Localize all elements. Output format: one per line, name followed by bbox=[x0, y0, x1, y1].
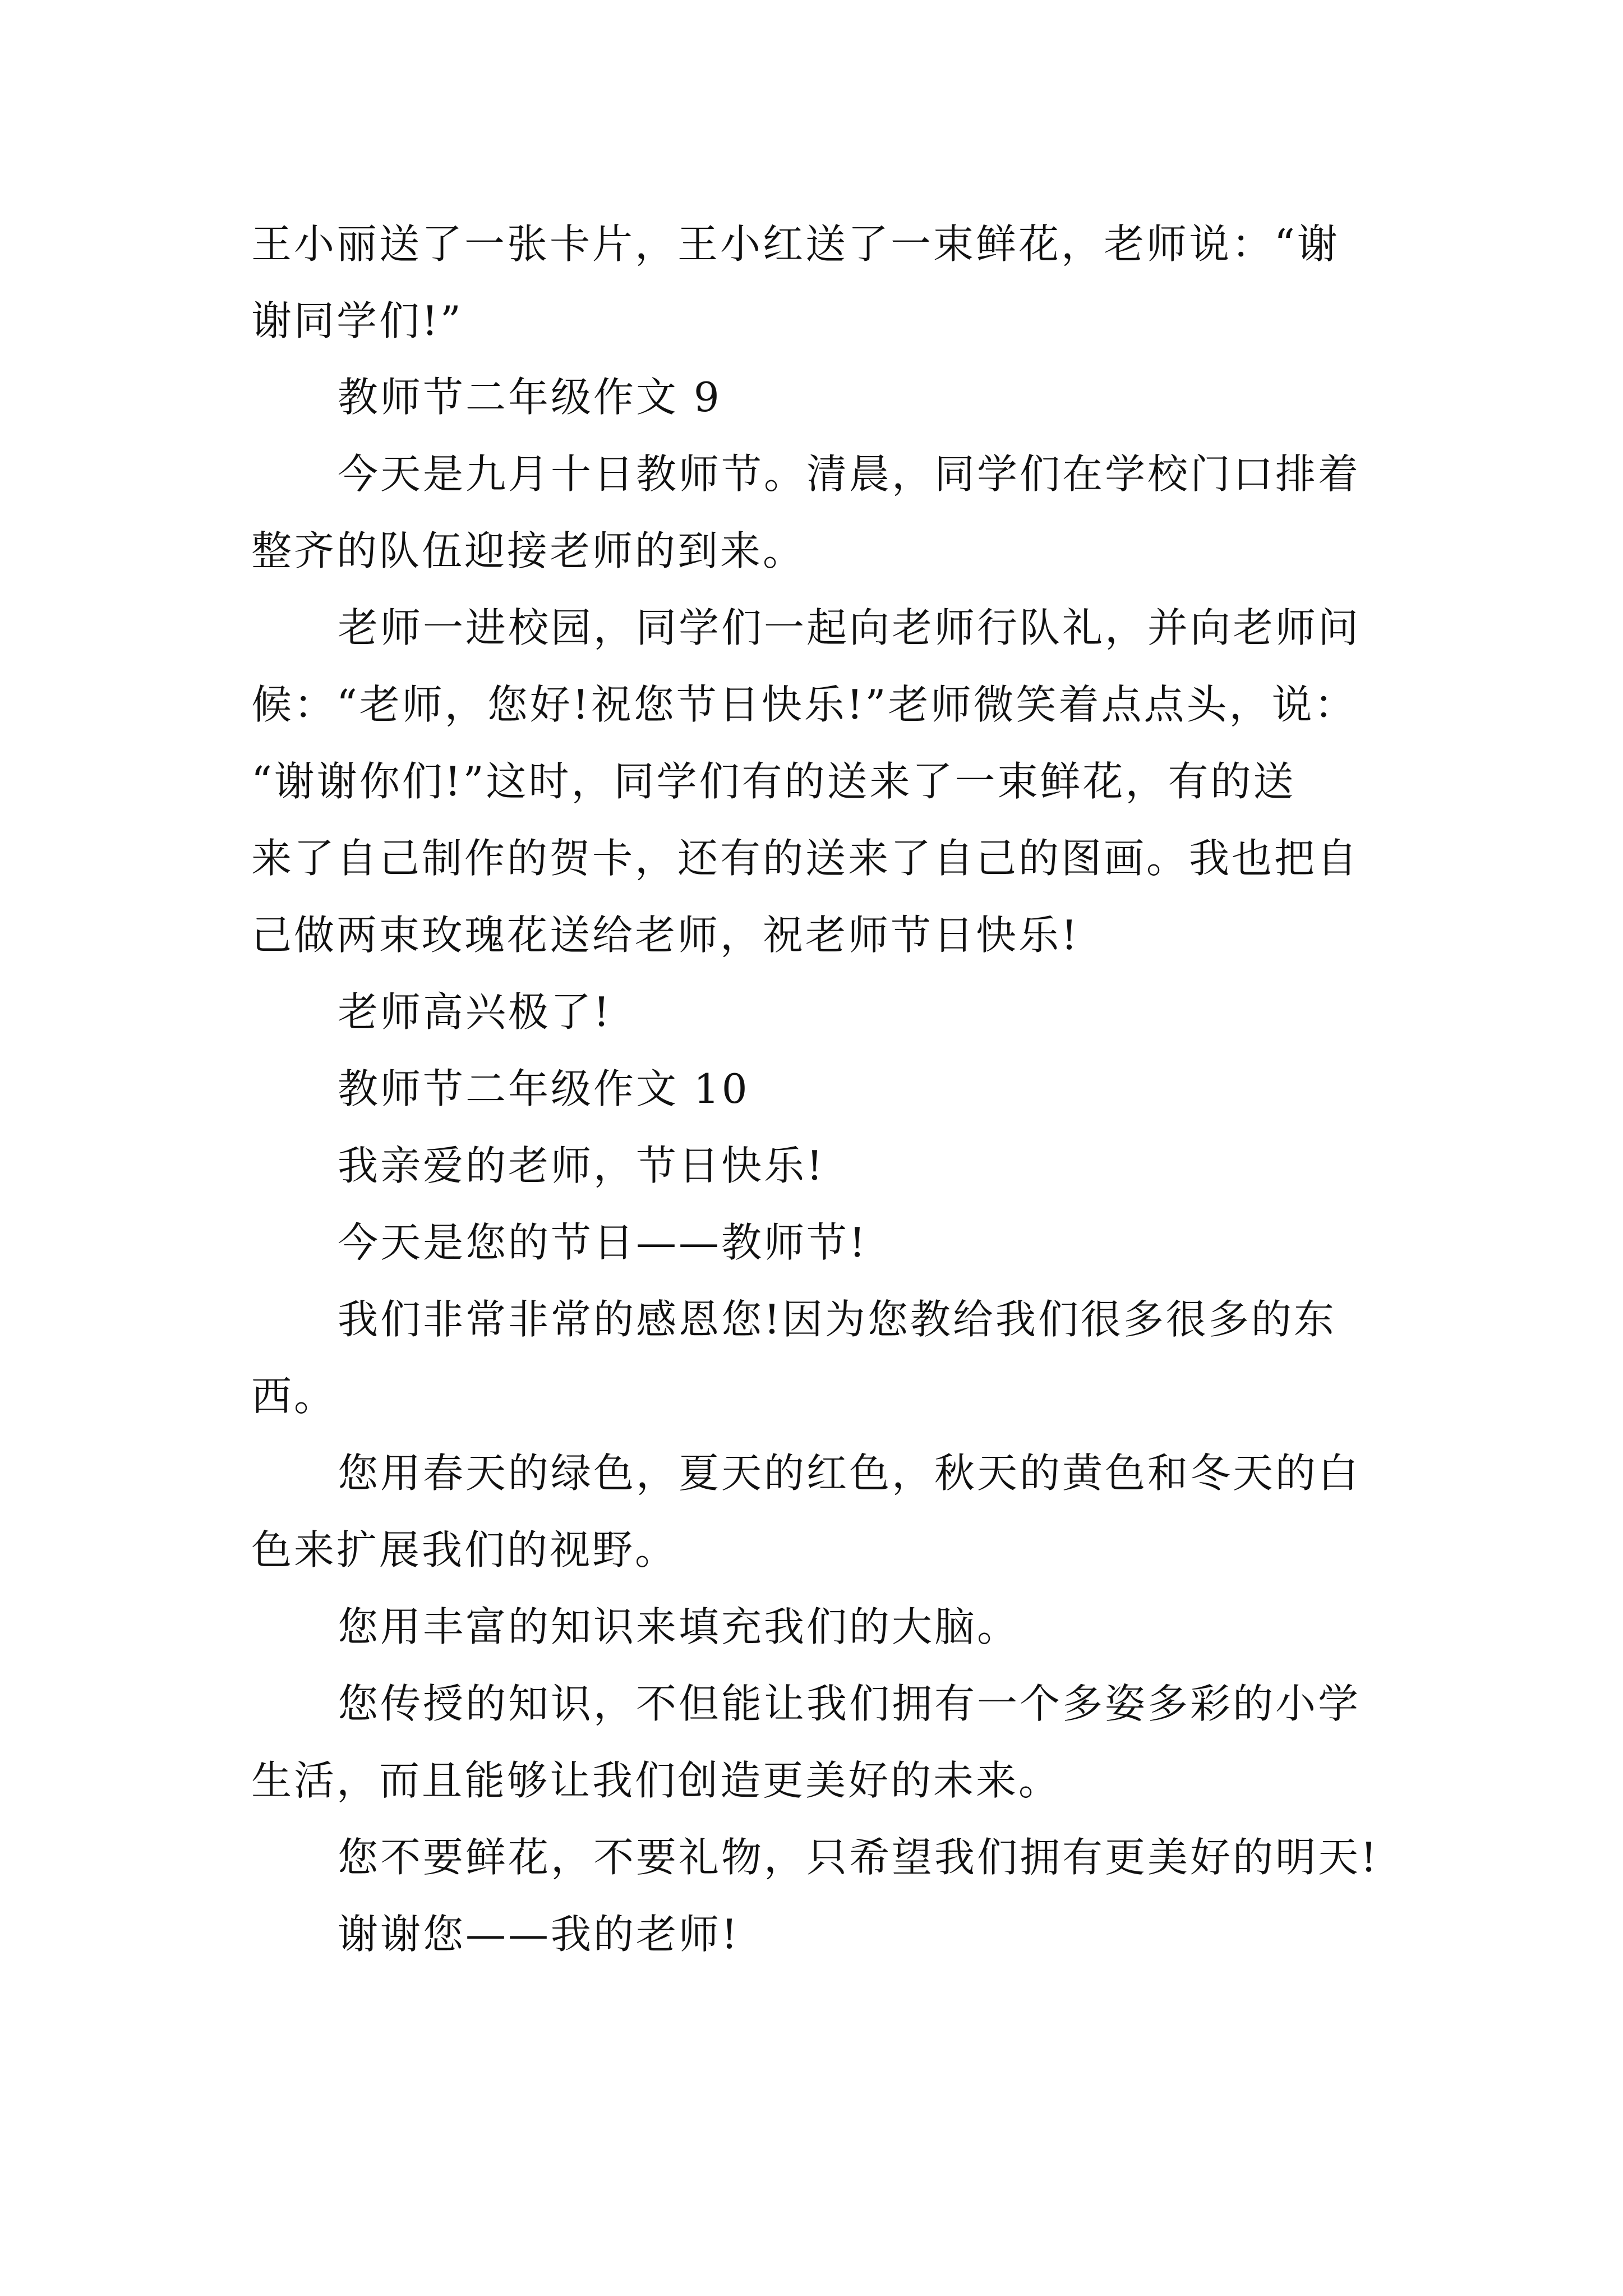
text-line-20: 您传授的知识，不但能让我们拥有一个多姿多彩的小学 bbox=[338, 1680, 1361, 1727]
text-line-19: 您用丰富的知识来填充我们的大脑。 bbox=[338, 1603, 1020, 1650]
text-line-15: 我们非常非常的感恩您!因为您教给我们很多很多的东 bbox=[338, 1296, 1336, 1343]
text-line-13: 我亲爱的老师，节日快乐! bbox=[338, 1142, 825, 1189]
text-line-18: 色来扩展我们的视野。 bbox=[251, 1526, 678, 1573]
text-line-2: 谢同学们!” bbox=[251, 297, 463, 344]
text-line-23: 谢谢您——我的老师! bbox=[338, 1911, 740, 1958]
text-line-21: 生活，而且能够让我们创造更美好的未来。 bbox=[251, 1757, 1062, 1804]
text-line-22: 您不要鲜花，不要礼物，只希望我们拥有更美好的明天! bbox=[338, 1834, 1379, 1881]
section-heading-9: 教师节二年级作文 9 bbox=[338, 374, 722, 421]
text-line-7: 候：“老师，您好!祝您节日快乐!”老师微笑着点点头，说： bbox=[251, 681, 1357, 728]
text-line-10: 己做两束玫瑰花送给老师，祝老师节日快乐! bbox=[251, 912, 1080, 959]
text-line-16: 西。 bbox=[251, 1373, 337, 1420]
text-line-4: 今天是九月十日教师节。清晨，同学们在学校门口排着 bbox=[338, 450, 1361, 498]
text-line-6: 老师一进校园，同学们一起向老师行队礼，并向老师问 bbox=[338, 604, 1361, 651]
text-line-11: 老师高兴极了! bbox=[338, 988, 612, 1036]
text-line-1: 王小丽送了一张卡片，王小红送了一束鲜花，老师说：“谢 bbox=[251, 220, 1340, 268]
section-heading-10: 教师节二年级作文 10 bbox=[338, 1065, 750, 1112]
text-line-8: “谢谢你们!”这时，同学们有的送来了一束鲜花，有的送 bbox=[251, 758, 1296, 805]
text-line-9: 来了自己制作的贺卡，还有的送来了自己的图画。我也把自 bbox=[251, 835, 1360, 882]
text-line-14: 今天是您的节日——教师节! bbox=[338, 1219, 868, 1266]
text-line-5: 整齐的队伍迎接老师的到来。 bbox=[251, 527, 806, 574]
text-line-17: 您用春天的绿色，夏天的红色，秋天的黄色和冬天的白 bbox=[338, 1450, 1361, 1497]
